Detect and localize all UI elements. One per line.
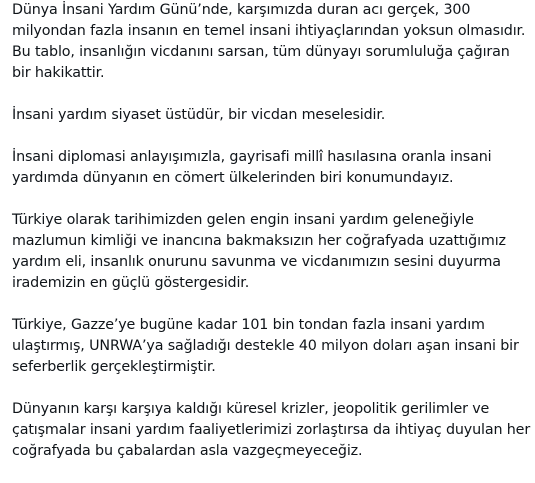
text-line: İnsani yardım siyaset üstüdür, bir vicdan meselesidir. — [12, 107, 386, 123]
text-line: Türkiye, Gazze’ye bugüne kadar 101 bin tondan fazla insani yardım — [12, 317, 485, 333]
text-line: yardımda dünyanın en cömert ülkelerinden biri konumundayız. — [12, 170, 454, 186]
paragraph-4 — [12, 210, 532, 294]
text-line: yardım eli, insanlık onurunu savunma ve vicdanımızın sesini duyurma — [12, 254, 501, 270]
paragraph-3 — [12, 147, 532, 189]
text-line: mazlumun kimliği ve inancına bakmaksızın her coğrafyada uzattığımız — [12, 233, 506, 249]
text-line: milyondan fazla insanın en temel insani ihtiyaçlarından yoksun olmasıdır. — [12, 23, 526, 39]
text-line: Dünya İnsani Yardım Günü’nde, karşımızda duran acı gerçek, 300 — [12, 2, 471, 18]
paragraph-5 — [12, 315, 532, 378]
text-line: İnsani diplomasi anlayışımızla, gayrisafi millî hasılasına oranla insani — [12, 149, 492, 165]
text-line: çatışmalar insani yardım faaliyetlerimizi zorlaştırsa da ihtiyaç duyulan her — [12, 422, 531, 438]
paragraph-1 — [12, 0, 532, 84]
post-text — [12, 0, 532, 483]
text-line: ulaştırmış, UNRWA’ya sağladığı destekle 40 milyon doları aşan insani bir — [12, 338, 519, 354]
text-line: seferberlik gerçekleştirmiştir. — [12, 359, 216, 375]
paragraph-6 — [12, 399, 532, 462]
text-line: Dünyanın karşı karşıya kaldığı küresel krizler, jeopolitik gerilimler ve — [12, 401, 490, 417]
text-line: bir hakikattir. — [12, 65, 105, 81]
text-line: irademizin en güçlü göstergesidir. — [12, 275, 250, 291]
text-line: coğrafyada bu çabalardan asla vazgeçmeyeceğiz. — [12, 443, 363, 459]
text-line: Türkiye olarak tarihimizden gelen engin insani yardım geleneğiyle — [12, 212, 474, 228]
paragraph-2 — [12, 105, 532, 126]
text-line: Bu tablo, insanlığın vicdanını sarsan, tüm dünyayı sorumluluğa çağıran — [12, 44, 510, 60]
